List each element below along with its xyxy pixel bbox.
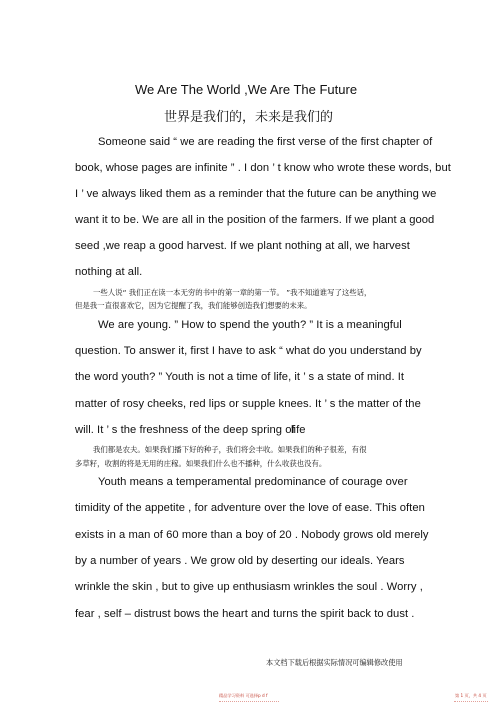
- chinese-translation-line: 一些人说“ 我们正在读一本无穷的书中的第一章的第一节。 ”我不知道谁写了这些话，: [93, 288, 372, 297]
- text-line: We are young. ” How to spend the youth? ” It is a meaningful: [98, 319, 402, 331]
- chinese-translation-line: 我们都是农夫。如果我们播下好的种子，我们将会丰收。如果我们的种子很差，有很: [93, 445, 367, 454]
- text-line: Someone said “ we are reading the first verse of the first chapter of: [98, 136, 433, 148]
- text-line: nothing at all.: [75, 266, 143, 278]
- text-line: book, whose pages are infinite ” . I don ’ t know who wrote these words, but: [75, 162, 451, 174]
- chinese-translation-line: 但是我一直很喜欢它，因为它提醒了我，我们能够创造我们想要的未来。: [75, 301, 312, 310]
- overlap-word: life: [291, 424, 306, 436]
- footer-dotted-rule-left: [219, 701, 279, 702]
- text-line: question. To answer it, first I have to ask “ what do you understand by: [75, 345, 422, 357]
- title-chinese: 世界是我们的，未来是我们的: [164, 110, 334, 125]
- footer-left: 精品学习资料 可选择p d f: [219, 693, 268, 698]
- footer-dotted-rule-right: [454, 701, 488, 702]
- text-line: fear , self – distrust bows the heart and turns the spirit back to dust .: [75, 608, 415, 620]
- text-line: want it to be. We are all in the position of the farmers. If we plant a good: [75, 214, 435, 226]
- title-english: We Are The World ,We Are The Future: [135, 82, 358, 97]
- text-line: will. It ’ s the freshness of the deep spring of: [75, 424, 295, 436]
- text-line: exists in a man of 60 more than a boy of 20 . Nobody grows old merely: [75, 529, 429, 541]
- bottom-note: 本文档下载后根据实际情况可编辑修改使用: [266, 658, 403, 667]
- text-line: I ’ ve always liked them as a reminder that the future can be anything we: [75, 188, 437, 200]
- text-line: wrinkle the skin , but to give up enthusiasm wrinkles the soul . Worry ,: [75, 581, 423, 593]
- text-line: Youth means a temperamental predominance of courage over: [98, 476, 408, 488]
- footer-page-number: 第 1 页，共 4 页: [455, 693, 487, 698]
- chinese-translation-line: 多草籽，收割的将是无用的庄稼。如果我们什么也不播种，什么收获也没有。: [75, 459, 327, 468]
- text-line: seed ,we reap a good harvest. If we plant nothing at all, we harvest: [75, 240, 410, 252]
- text-line: timidity of the appetite , for adventure over the love of ease. This often: [75, 502, 425, 514]
- text-line: matter of rosy cheeks, red lips or supple knees. It ’ s the matter of the: [75, 398, 421, 410]
- text-line: by a number of years . We grow old by deserting our ideals. Years: [75, 555, 405, 567]
- text-line: the word youth? ” Youth is not a time of life, it ’ s a state of mind. It: [75, 371, 405, 383]
